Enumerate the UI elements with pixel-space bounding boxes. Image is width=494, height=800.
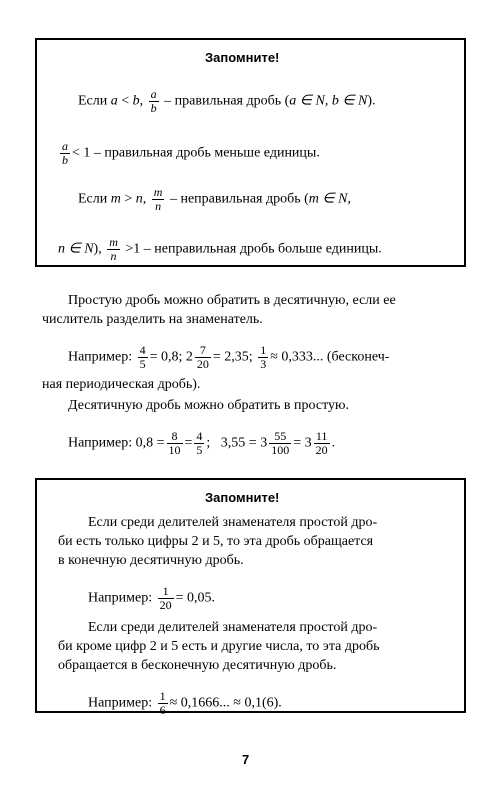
box2-para-1-line-3: в конечную десятичную дробь. <box>58 553 244 568</box>
box2-para-1-line-1: Если среди делителей знаменателя простой дро- <box>88 515 378 530</box>
box1-line-2: $\frac{a}{b}$ < 1 – правильная дробь меньше единицы. <box>62 139 320 167</box>
mid-example-2: Например: 0,8 = $\frac{8}{10}$ = $\frac{4}{5}$ ; 3,55 = 3 $\frac{55}{100}$ = 3 $\frac{11}{20}$ . <box>68 429 336 457</box>
box1-line-1: Если a < b, $\frac{a}{b}$ – правильная дробь (a ∈ N, b ∈ N). <box>78 87 376 115</box>
mid-para-1-line-2: числитель разделить на знаменатель. <box>42 312 263 327</box>
box1-line-4: n ∈ N), $\frac{m}{n}$ >1 – неправильная дробь больше единицы. <box>58 235 382 263</box>
box2-para-2-line-1: Если среди делителей знаменателя простой дро- <box>88 620 378 635</box>
fraction-a-over-b: $\frac{a}{b}$ <box>150 87 157 115</box>
box2-example-1: Например: $\frac{1}{20}$ = 0,05. <box>88 584 215 612</box>
fraction-a-over-b: $\frac{a}{b}$ <box>62 139 68 167</box>
mid-para-1-line-1: Простую дробь можно обратить в десятичную, если ее <box>68 293 396 308</box>
box1-line-3: Если m > n, $\frac{m}{n}$ – неправильная дробь (m ∈ N, <box>78 185 351 213</box>
remember-title-2: Запомните! <box>205 490 280 505</box>
box2-example-2: Например: $\frac{1}{6}$ ≈ 0,1666... ≈ 0,1(6). <box>88 689 282 717</box>
fraction-m-over-n: $\frac{m}{n}$ <box>109 235 118 263</box>
box2-para-1-line-2: би есть только цифры 2 и 5, то эта дробь обращается <box>58 534 374 549</box>
mid-para-2: Десятичную дробь можно обратить в простую. <box>68 398 349 413</box>
box2-para-2-line-2: би кроме цифр 2 и 5 есть и другие числа, то эта дробь <box>58 639 380 654</box>
remember-title-1: Запомните! <box>205 50 280 65</box>
box2-para-2-line-3: обращается в бесконечную десятичную дробь. <box>58 658 337 673</box>
mid-example-1: Например: $\frac{4}{5}$ = 0,8; 2 $\frac{7}{20}$ = 2,35; $\frac{1}{3}$ ≈ 0,333... (бесконеч- <box>68 343 390 371</box>
mid-example-1-line-2: ная периодическая дробь). <box>42 377 201 392</box>
page-number: 7 <box>242 752 250 767</box>
fraction-m-over-n: $\frac{m}{n}$ <box>153 185 163 213</box>
